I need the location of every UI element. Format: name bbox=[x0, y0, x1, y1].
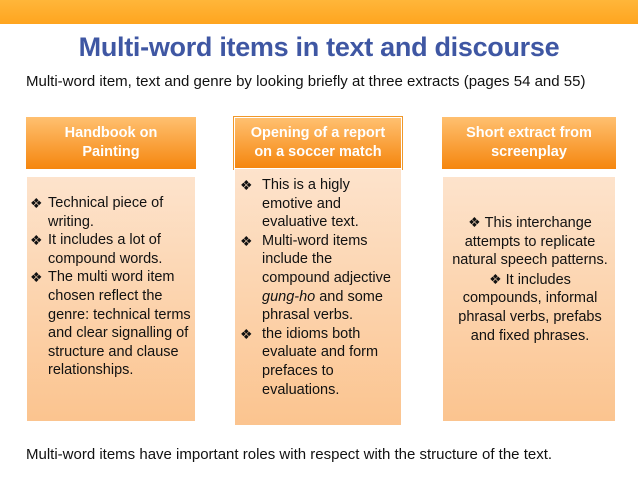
list-item bbox=[30, 194, 198, 231]
column-heading-painting bbox=[26, 117, 196, 169]
bullet-text: This interchange attempts to replicate natural speech patterns. bbox=[452, 215, 608, 269]
list-item bbox=[448, 270, 612, 345]
list-item bbox=[240, 176, 402, 232]
column-heading-screenplay bbox=[442, 117, 616, 169]
list-item bbox=[448, 213, 612, 270]
top-accent-bar bbox=[0, 0, 638, 24]
footer-text: Multi-word items have important roles with respect with the structure of the text. bbox=[26, 446, 553, 463]
diamond-bullet-icon: ❖ bbox=[240, 325, 253, 342]
bullet-text: the idioms both evaluate and form prefaces to evaluations. bbox=[262, 325, 379, 398]
bullet-text: It includes compounds, informal phrasal verbs, prefabs and fixed phrases. bbox=[458, 271, 602, 344]
bullet-list-soccer-report bbox=[240, 176, 402, 399]
list-item bbox=[240, 232, 402, 325]
diamond-bullet-icon: ❖ bbox=[30, 269, 43, 286]
list-item bbox=[30, 268, 198, 380]
slide-title: Multi-word items in text and discourse bbox=[78, 32, 560, 62]
column-heading-label: Opening of a report on a soccer match bbox=[250, 125, 386, 160]
list-item bbox=[30, 231, 198, 268]
bullet-text: It includes a lot of compound words. bbox=[48, 232, 163, 267]
diamond-bullet-icon: ❖ bbox=[30, 195, 43, 211]
bullet-text: The multi word item chosen reflect the genre: technical terms and clear signalling of structure and clause relationships. bbox=[48, 269, 191, 379]
bullet-list-screenplay bbox=[448, 213, 612, 345]
bullet-list-painting bbox=[30, 194, 198, 380]
diamond-bullet-icon: ❖ bbox=[468, 214, 481, 230]
emphasized-term: gung-ho bbox=[262, 288, 316, 305]
diamond-bullet-icon: ❖ bbox=[489, 270, 502, 287]
column-heading-soccer-report bbox=[234, 117, 402, 169]
intro-text: Multi-word item, text and genre by looking briefly at three extracts (pages 54 and 55) bbox=[26, 73, 586, 90]
diamond-bullet-icon: ❖ bbox=[30, 232, 43, 249]
bullet-text: Technical piece of writing. bbox=[48, 195, 164, 230]
diamond-bullet-icon: ❖ bbox=[240, 232, 253, 249]
bullet-text-after: and some phrasal verbs. bbox=[262, 288, 383, 324]
column-heading-label: Handbook on Painting bbox=[64, 125, 158, 160]
diamond-bullet-icon: ❖ bbox=[240, 177, 253, 193]
bullet-text: This is a higly emotive and evaluative text. bbox=[262, 177, 359, 231]
bullet-text-before: Multi-word items include the compound adjective bbox=[262, 232, 391, 286]
list-item bbox=[240, 325, 402, 399]
column-heading-label: Short extract from screenplay bbox=[466, 125, 592, 160]
